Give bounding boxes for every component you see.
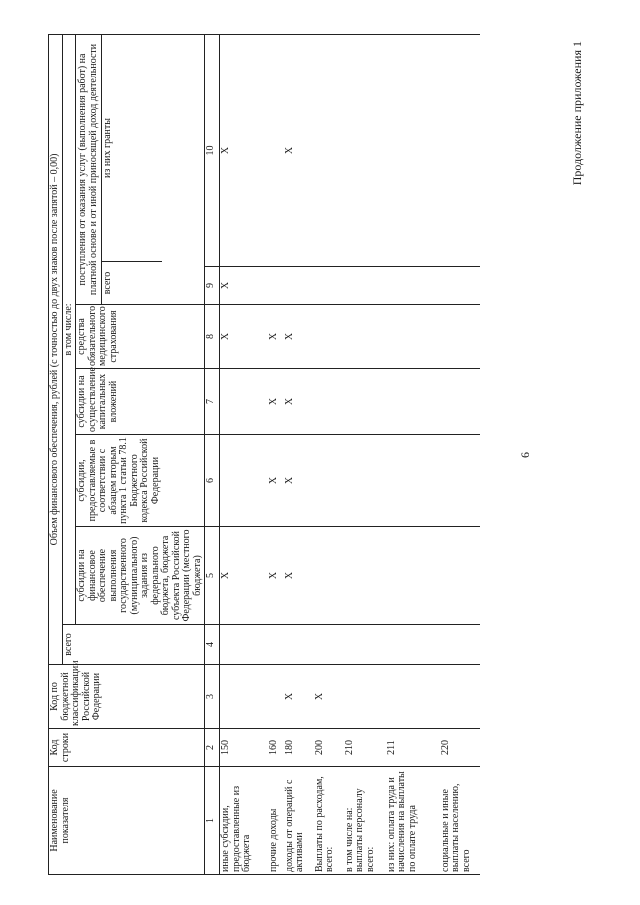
row-code: 150 xyxy=(220,729,268,767)
cell xyxy=(344,527,386,625)
row-name: доходы от операций с активами xyxy=(284,767,314,875)
cell xyxy=(440,369,480,435)
col-number: 7 xyxy=(205,369,220,435)
cell xyxy=(314,305,344,369)
header-indicator: Наименование показателя xyxy=(49,767,205,875)
col-number: 3 xyxy=(205,665,220,729)
cell xyxy=(314,267,344,305)
row-code: 160 xyxy=(268,729,284,767)
cell: X xyxy=(220,34,268,266)
row-name: прочие доходы xyxy=(268,767,284,875)
header-c6: субсидии, предоставляемые в соответствии с абзацем вторым пункта 1 статьи 78.1 Бюджетного кодекса Российской Федерации xyxy=(76,435,205,527)
cell xyxy=(220,625,268,665)
header-c10: из них гранты xyxy=(102,117,113,178)
cell xyxy=(386,625,440,665)
cell xyxy=(344,435,386,527)
cell: X xyxy=(284,369,314,435)
cell xyxy=(386,527,440,625)
header-c9-10-title: поступления от оказания услуг (выполнения работ) на платной основе и от иной приносящей доход деятельности xyxy=(77,43,99,296)
row-code: 180 xyxy=(284,729,314,767)
col-number: 4 xyxy=(205,625,220,665)
cell xyxy=(344,369,386,435)
cell xyxy=(268,665,284,729)
table-row xyxy=(314,34,344,874)
row-name: в том числе на: выплаты персоналу всего: xyxy=(344,767,386,875)
row-code: 220 xyxy=(440,729,480,767)
cell xyxy=(268,34,284,266)
table-row xyxy=(386,34,440,874)
row-name: Выплаты по расходам, всего: xyxy=(314,767,344,875)
row-code: 210 xyxy=(344,729,386,767)
cell: X xyxy=(284,305,314,369)
header-c8: средства обязательного медицинского страхования xyxy=(76,305,205,369)
cell xyxy=(386,435,440,527)
table-row xyxy=(440,34,480,874)
cell: X xyxy=(268,435,284,527)
col-number: 8 xyxy=(205,305,220,369)
header-row-code: Код строки xyxy=(49,729,205,767)
cell xyxy=(386,369,440,435)
cell xyxy=(440,625,480,665)
cell xyxy=(386,267,440,305)
header-total: всего xyxy=(62,625,205,665)
cell xyxy=(440,435,480,527)
cell: X xyxy=(284,435,314,527)
table-row xyxy=(220,34,268,874)
cell: X xyxy=(220,527,268,625)
cell xyxy=(440,34,480,266)
row-code: 211 xyxy=(386,729,440,767)
cell xyxy=(440,305,480,369)
col-number: 5 xyxy=(205,527,220,625)
cell xyxy=(268,267,284,305)
header-budget-code: Код по бюджетной классификации Российской Федерации xyxy=(49,665,205,729)
table-row xyxy=(284,34,314,874)
cell xyxy=(344,665,386,729)
row-name: из них: оплата труда и начисления на выплаты по оплате труда xyxy=(386,767,440,875)
rotated-content xyxy=(30,35,590,875)
cell xyxy=(284,625,314,665)
cell xyxy=(344,625,386,665)
cell xyxy=(314,435,344,527)
cell: X xyxy=(220,267,268,305)
header-c5: субсидии на финансовое обеспечение выполнения государственного (муниципального) задания из федерального бюджета, бюджета субъекта Российской Федерации (местного бюджета) xyxy=(76,527,205,625)
header-funding: Объем финансового обеспечения, рублей (с точностью до двух знаков после запятой – 0,00) xyxy=(49,34,63,664)
cell xyxy=(314,527,344,625)
cell xyxy=(440,267,480,305)
page-number: 6 xyxy=(518,452,532,458)
cell xyxy=(344,34,386,266)
cell xyxy=(314,369,344,435)
col-number: 2 xyxy=(205,729,220,767)
cell xyxy=(220,369,268,435)
cell xyxy=(314,625,344,665)
continuation-note: Продолжение приложения 1 xyxy=(570,41,584,186)
cell: X xyxy=(284,34,314,266)
row-code: 200 xyxy=(314,729,344,767)
cell xyxy=(440,527,480,625)
col-number: 1 xyxy=(205,767,220,875)
table-row xyxy=(268,34,284,874)
col-number: 10 xyxy=(205,34,220,266)
cell xyxy=(314,34,344,266)
header-c9: всего xyxy=(102,261,162,304)
cell: X xyxy=(220,305,268,369)
cell: X xyxy=(284,665,314,729)
cell xyxy=(220,435,268,527)
cell xyxy=(386,34,440,266)
col-number: 6 xyxy=(205,435,220,527)
cell: X xyxy=(284,527,314,625)
funding-table xyxy=(48,34,480,875)
header-c7: субсидии на осуществление капитальных вложений xyxy=(76,369,205,435)
cell xyxy=(284,267,314,305)
table-row xyxy=(344,34,386,874)
row-name: социальные и иные выплаты населению, всего xyxy=(440,767,480,875)
cell: X xyxy=(268,527,284,625)
cell xyxy=(386,665,440,729)
cell xyxy=(344,267,386,305)
col-number: 9 xyxy=(205,267,220,305)
header-c9-10 xyxy=(76,34,205,304)
cell: X xyxy=(314,665,344,729)
cell: X xyxy=(268,369,284,435)
cell: X xyxy=(268,305,284,369)
row-name: иные субсидии, предоставленные из бюджета xyxy=(220,767,268,875)
cell xyxy=(220,665,268,729)
header-including: в том числе: xyxy=(62,34,76,624)
cell xyxy=(440,665,480,729)
cell xyxy=(268,625,284,665)
cell xyxy=(386,305,440,369)
cell xyxy=(344,305,386,369)
